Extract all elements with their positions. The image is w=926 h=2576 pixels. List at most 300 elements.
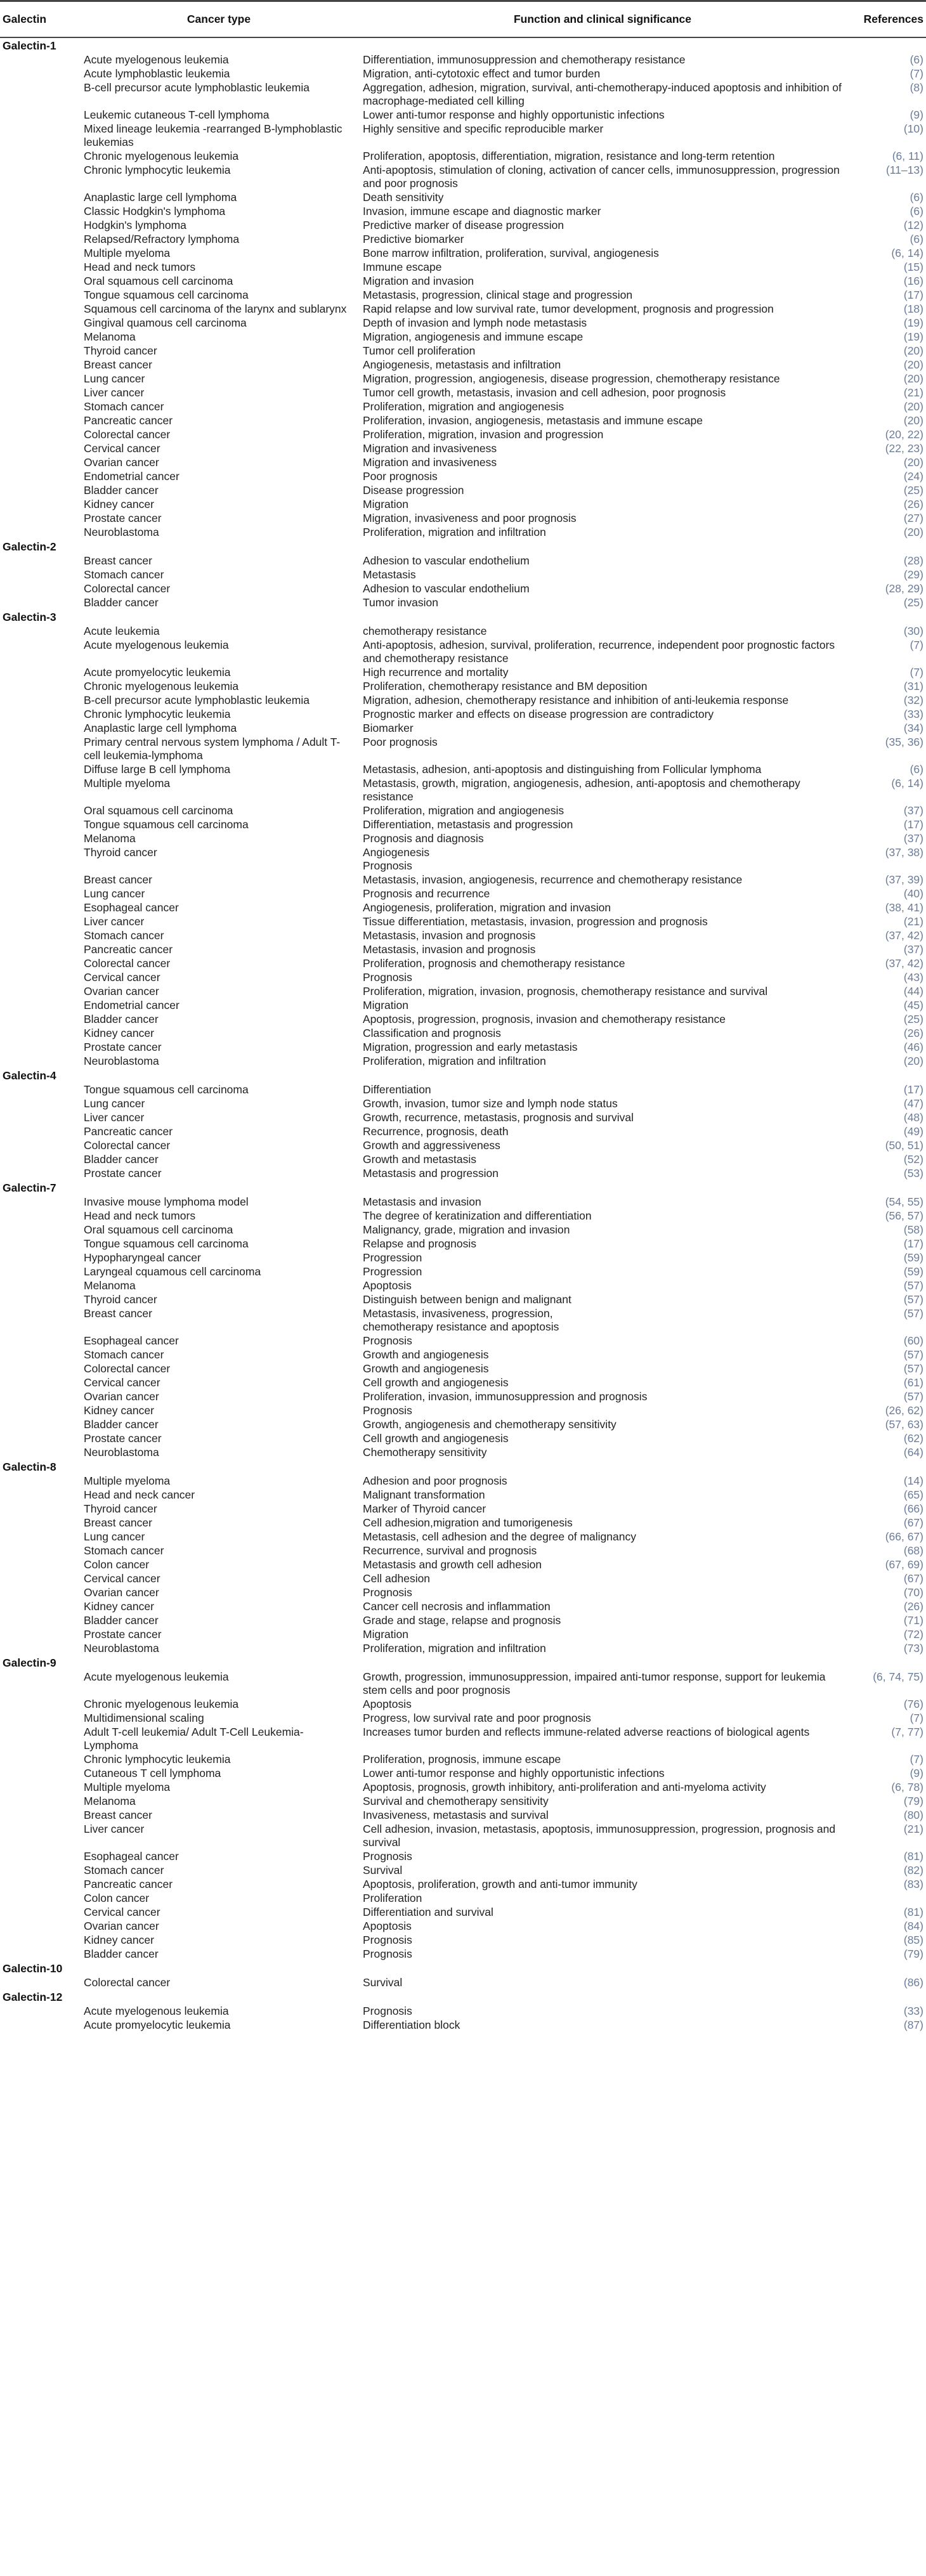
galectin-cell-empty bbox=[0, 1223, 79, 1237]
cancer-type-cell: Tongue squamous cell carcinoma bbox=[84, 1083, 249, 1096]
cancer-type-cell: Acute myelogenous leukemia bbox=[84, 53, 229, 66]
function-cell: Metastasis and growth cell adhesion bbox=[363, 1558, 542, 1571]
galectin-cell-empty bbox=[0, 1278, 79, 1292]
galectin-cell-empty bbox=[0, 817, 79, 831]
function-cell: Migration bbox=[363, 498, 408, 511]
table-row bbox=[0, 441, 926, 455]
table-row bbox=[0, 970, 926, 984]
function-cell: Migration, angiogenesis and immune escape bbox=[363, 330, 584, 343]
function-cell: Marker of Thyroid cancer bbox=[363, 1502, 486, 1515]
reference-cell: (58) bbox=[903, 1223, 923, 1236]
function-cell: Differentiation block bbox=[363, 2019, 460, 2031]
reference-cell: (54, 55) bbox=[885, 1195, 923, 1208]
cancer-type-cell: Breast cancer bbox=[84, 358, 152, 371]
function-cell: Prognosis bbox=[363, 1934, 412, 1946]
reference-cell: (7) bbox=[910, 1712, 923, 1724]
galectin-cell-empty bbox=[0, 400, 79, 413]
table-row bbox=[0, 122, 926, 149]
table-row bbox=[0, 1571, 926, 1585]
galectin-cell-empty bbox=[0, 1054, 79, 1068]
reference-cell: (17) bbox=[903, 818, 923, 831]
cancer-type-cell: Endometrial cancer bbox=[84, 470, 179, 483]
reference-cell: (40) bbox=[903, 887, 923, 900]
galectin-cell-empty bbox=[0, 511, 79, 525]
galectin-cell-empty bbox=[0, 1403, 79, 1417]
function-cell: Anti-apoptosis, stimulation of cloning, activation of cancer cells, immunosuppression, progression and poor prognosis bbox=[363, 164, 840, 190]
galectin-cell-empty bbox=[0, 1822, 79, 1849]
function-cell: Increases tumor burden and reflects immune-related adverse reactions of biological agents bbox=[363, 1726, 810, 1738]
table-row bbox=[0, 1558, 926, 1571]
function-cell: Disease progression bbox=[363, 484, 464, 497]
cancer-type-cell: Stomach cancer bbox=[84, 1544, 164, 1557]
function-cell: Migration bbox=[363, 1628, 408, 1641]
function-cell: Adhesion to vascular endothelium bbox=[363, 582, 530, 595]
function-cell: Growth and angiogenesis bbox=[363, 1362, 489, 1375]
galectin-cell-empty bbox=[0, 914, 79, 928]
cancer-type-cell: Classic Hodgkin's lymphoma bbox=[84, 205, 226, 218]
galectin-cell-empty bbox=[0, 1697, 79, 1711]
function-cell: Migration, progression and early metastasis bbox=[363, 1041, 578, 1053]
cancer-type-cell: Liver cancer bbox=[84, 915, 145, 928]
cancer-type-cell: Pancreatic cancer bbox=[84, 943, 173, 956]
function-cell: Angiogenesis, metastasis and infiltration bbox=[363, 358, 561, 371]
function-cell: Poor prognosis bbox=[363, 470, 438, 483]
cancer-type-cell: Colorectal cancer bbox=[84, 428, 171, 441]
cancer-type-cell: Thyroid cancer bbox=[84, 846, 157, 859]
galectin-cell-empty bbox=[0, 1195, 79, 1209]
table-row bbox=[0, 455, 926, 469]
reference-cell: (33) bbox=[903, 2005, 923, 2017]
table-row bbox=[0, 1054, 926, 1068]
function-cell: Adhesion to vascular endothelium bbox=[363, 554, 530, 567]
cancer-type-cell: Liver cancer bbox=[84, 1111, 145, 1124]
cancer-type-cell: Stomach cancer bbox=[84, 1348, 164, 1361]
galectin-cell-empty bbox=[0, 582, 79, 595]
table-row bbox=[0, 1278, 926, 1292]
function-cell: Proliferation, migration and infiltration bbox=[363, 1055, 546, 1067]
function-cell: Invasiveness, metastasis and survival bbox=[363, 1809, 549, 1821]
cancer-type-cell: Hodgkin's lymphoma bbox=[84, 219, 186, 231]
function-cell: Recurrence, survival and prognosis bbox=[363, 1544, 537, 1557]
function-cell: Growth and angiogenesis bbox=[363, 1348, 489, 1361]
table-row bbox=[0, 218, 926, 232]
table-row bbox=[0, 1110, 926, 1124]
galectin-cell-empty bbox=[0, 1124, 79, 1138]
function-cell: Metastasis, invasion and prognosis bbox=[363, 929, 536, 942]
galectin-cell-empty bbox=[0, 1445, 79, 1459]
function-cell: Apoptosis, prognosis, growth inhibitory, anti-proliferation and anti-myeloma activity bbox=[363, 1781, 766, 1793]
function-cell: Growth, invasion, tumor size and lymph node status bbox=[363, 1097, 618, 1110]
table-row bbox=[0, 274, 926, 288]
table-row bbox=[0, 358, 926, 372]
reference-cell: (44) bbox=[903, 985, 923, 998]
table-row bbox=[0, 568, 926, 582]
table-row bbox=[0, 1265, 926, 1278]
table-row bbox=[0, 1849, 926, 1863]
reference-cell: (83) bbox=[903, 1878, 923, 1890]
galectin-name: Galectin-1 bbox=[3, 39, 56, 52]
cancer-type-cell: Head and neck cancer bbox=[84, 1488, 195, 1501]
galectin-name: Galectin-12 bbox=[3, 1991, 63, 2003]
galectin-cell-empty bbox=[0, 1725, 79, 1752]
cancer-type-cell: Cervical cancer bbox=[84, 442, 160, 455]
cancer-type-cell: Breast cancer bbox=[84, 1516, 152, 1529]
cancer-type-cell: Invasive mouse lymphoma model bbox=[84, 1195, 249, 1208]
function-cell: Metastasis, adhesion, anti-apoptosis and distinguishing from Follicular lymphoma bbox=[363, 763, 762, 776]
table-row bbox=[0, 721, 926, 735]
reference-cell: (18) bbox=[903, 302, 923, 315]
galectin-cell-empty bbox=[0, 1863, 79, 1877]
galectin-cell-empty bbox=[0, 1152, 79, 1166]
reference-cell: (57, 63) bbox=[885, 1418, 923, 1431]
function-cell: Progression bbox=[363, 1251, 422, 1264]
header-row bbox=[0, 1, 926, 38]
function-cell: Tissue differentiation, metastasis, invasion, progression and prognosis bbox=[363, 915, 708, 928]
reference-cell: (56, 57) bbox=[885, 1209, 923, 1222]
table-row bbox=[0, 163, 926, 190]
cancer-type-cell: Colorectal cancer bbox=[84, 1139, 171, 1152]
cancer-type-cell: Bladder cancer bbox=[84, 1948, 159, 1960]
reference-cell: (79) bbox=[903, 1948, 923, 1960]
table-row bbox=[0, 1530, 926, 1544]
reference-cell bbox=[846, 1891, 926, 1905]
galectin-cell-empty bbox=[0, 1265, 79, 1278]
galectin-cell-empty bbox=[0, 53, 79, 67]
reference-cell: (79) bbox=[903, 1795, 923, 1807]
function-cell: Cell growth and angiogenesis bbox=[363, 1376, 509, 1389]
table-row bbox=[0, 469, 926, 483]
function-cell: Poor prognosis bbox=[363, 736, 438, 748]
table-row bbox=[0, 845, 926, 873]
galectin-cell-empty bbox=[0, 1389, 79, 1403]
function-cell: Migration and invasion bbox=[363, 275, 474, 287]
cancer-type-cell: Chronic lymphocytic leukemia bbox=[84, 164, 231, 176]
table-row bbox=[0, 1822, 926, 1849]
function-cell: Metastasis, growth, migration, angiogenesis, adhesion, anti-apoptosis and chemotherapy resistance bbox=[363, 777, 800, 803]
galectin-cell-empty bbox=[0, 1558, 79, 1571]
galectin-cell-empty bbox=[0, 1334, 79, 1348]
reference-cell: (37, 42) bbox=[885, 957, 923, 970]
table-row bbox=[0, 1919, 926, 1933]
function-cell: Classification and prognosis bbox=[363, 1027, 501, 1039]
function-cell: Prognosis and recurrence bbox=[363, 887, 490, 900]
cancer-type-cell: Cervical cancer bbox=[84, 971, 160, 984]
galectin-cell-empty bbox=[0, 274, 79, 288]
reference-cell: (15) bbox=[903, 261, 923, 273]
function-cell: Proliferation bbox=[363, 1892, 422, 1904]
header-cancer-type: Cancer type bbox=[79, 1, 359, 38]
galectin-cell-empty bbox=[0, 735, 79, 762]
function-cell: Chemotherapy sensitivity bbox=[363, 1446, 487, 1459]
table-row bbox=[0, 1891, 926, 1905]
table-row bbox=[0, 1585, 926, 1599]
table-row bbox=[0, 1417, 926, 1431]
cancer-type-cell: Prostate cancer bbox=[84, 1628, 162, 1641]
cancer-type-cell: Ovarian cancer bbox=[84, 1586, 159, 1599]
galectin-cell-empty bbox=[0, 1502, 79, 1516]
function-cell: Rapid relapse and low survival rate, tumor development, prognosis and progression bbox=[363, 302, 774, 315]
reference-cell: (59) bbox=[903, 1251, 923, 1264]
cancer-type-cell: Stomach cancer bbox=[84, 568, 164, 581]
galectin-cell-empty bbox=[0, 901, 79, 914]
galectin-cell-empty bbox=[0, 1237, 79, 1251]
reference-cell: (6) bbox=[910, 53, 923, 66]
cancer-type-cell: Leukemic cutaneous T-cell lymphoma bbox=[84, 108, 270, 121]
function-cell: Migration and invasiveness bbox=[363, 442, 497, 455]
reference-cell: (26) bbox=[903, 1600, 923, 1613]
cancer-type-cell: B-cell precursor acute lymphoblastic leukemia bbox=[84, 81, 310, 94]
reference-cell: (7, 77) bbox=[891, 1726, 923, 1738]
galectin-cell-empty bbox=[0, 1530, 79, 1544]
reference-cell: (57) bbox=[903, 1348, 923, 1361]
cancer-type-cell: Multiple myeloma bbox=[84, 777, 171, 790]
galectin-cell-empty bbox=[0, 232, 79, 246]
reference-cell: (57) bbox=[903, 1362, 923, 1375]
galectin-cell-empty bbox=[0, 942, 79, 956]
cancer-type-cell: Bladder cancer bbox=[84, 1013, 159, 1025]
function-cell: Prognosis bbox=[363, 1850, 412, 1863]
cancer-type-cell: Breast cancer bbox=[84, 554, 152, 567]
galectin-cell-empty bbox=[0, 1040, 79, 1054]
table-row bbox=[0, 1292, 926, 1306]
cancer-type-cell: Cervical cancer bbox=[84, 1376, 160, 1389]
table-row bbox=[0, 998, 926, 1012]
galectin-cell-empty bbox=[0, 1780, 79, 1794]
function-cell: Predictive biomarker bbox=[363, 233, 464, 245]
reference-cell: (31) bbox=[903, 680, 923, 693]
function-cell: Relapse and prognosis bbox=[363, 1237, 477, 1250]
function-cell: Differentiation and survival bbox=[363, 1906, 493, 1918]
cancer-type-cell: Cervical cancer bbox=[84, 1572, 160, 1585]
galectin-name: Galectin-4 bbox=[3, 1069, 56, 1082]
reference-cell: (57) bbox=[903, 1279, 923, 1292]
table-row bbox=[0, 108, 926, 122]
table-row bbox=[0, 190, 926, 204]
table-row bbox=[0, 1124, 926, 1138]
function-cell: Survival bbox=[363, 1976, 403, 1989]
table-row bbox=[0, 1808, 926, 1822]
function-cell: Angiogenesis Prognosis bbox=[363, 846, 430, 872]
galectin-cell-empty bbox=[0, 1891, 79, 1905]
galectin-cell-empty bbox=[0, 845, 79, 873]
table-row bbox=[0, 1040, 926, 1054]
cancer-type-cell: Adult T-cell leukemia/ Adult T-Cell Leukemia-Lymphoma bbox=[84, 1726, 304, 1752]
reference-cell: (6, 14) bbox=[891, 777, 923, 790]
table-row bbox=[0, 1209, 926, 1223]
table-row bbox=[0, 984, 926, 998]
function-cell: High recurrence and mortality bbox=[363, 666, 509, 679]
function-cell: Malignant transformation bbox=[363, 1488, 485, 1501]
reference-cell: (30) bbox=[903, 625, 923, 637]
group-header-row bbox=[0, 1459, 926, 1474]
table-row bbox=[0, 1445, 926, 1459]
cancer-type-cell: Tongue squamous cell carcinoma bbox=[84, 289, 249, 301]
function-cell: Proliferation, migration, invasion and progression bbox=[363, 428, 604, 441]
function-cell: Biomarker bbox=[363, 722, 414, 734]
reference-cell: (10) bbox=[903, 122, 923, 135]
galectin-cell-empty bbox=[0, 887, 79, 901]
table-row bbox=[0, 2004, 926, 2018]
function-cell: Metastasis and progression bbox=[363, 1167, 499, 1180]
function-cell: Distinguish between benign and malignant bbox=[363, 1293, 571, 1306]
function-cell: Prognosis bbox=[363, 1334, 412, 1347]
table-row bbox=[0, 1599, 926, 1613]
cancer-type-cell: Primary central nervous system lymphoma / Adult T-cell leukemia-lymphoma bbox=[84, 736, 341, 762]
cancer-type-cell: Head and neck tumors bbox=[84, 1209, 196, 1222]
reference-cell: (52) bbox=[903, 1153, 923, 1166]
cancer-type-cell: Thyroid cancer bbox=[84, 1293, 157, 1306]
cancer-type-cell: Hypopharyngeal cancer bbox=[84, 1251, 201, 1264]
header-function: Function and clinical significance bbox=[359, 1, 846, 38]
reference-cell: (87) bbox=[903, 2019, 923, 2031]
table-row bbox=[0, 1223, 926, 1237]
galectin-cell-empty bbox=[0, 803, 79, 817]
galectin-cell-empty bbox=[0, 595, 79, 609]
galectin-cell-empty bbox=[0, 970, 79, 984]
table-row bbox=[0, 735, 926, 762]
galectin-cell-empty bbox=[0, 1849, 79, 1863]
table-row bbox=[0, 1026, 926, 1040]
group-header-row bbox=[0, 1961, 926, 1975]
table-row bbox=[0, 1488, 926, 1502]
cancer-type-cell: Kidney cancer bbox=[84, 1027, 154, 1039]
reference-cell: (32) bbox=[903, 694, 923, 706]
galectin-cell-empty bbox=[0, 568, 79, 582]
table-row bbox=[0, 483, 926, 497]
function-cell: Lower anti-tumor response and highly opportunistic infections bbox=[363, 1767, 665, 1779]
reference-cell: (16) bbox=[903, 275, 923, 287]
reference-cell: (20) bbox=[903, 344, 923, 357]
cancer-type-cell: Neuroblastoma bbox=[84, 1446, 159, 1459]
reference-cell: (66) bbox=[903, 1502, 923, 1515]
reference-cell: (6, 11) bbox=[892, 150, 923, 162]
galectin-cell-empty bbox=[0, 497, 79, 511]
galectin-cell-empty bbox=[0, 1251, 79, 1265]
reference-cell: (24) bbox=[903, 470, 923, 483]
function-cell: Proliferation, prognosis, immune escape bbox=[363, 1753, 561, 1766]
cancer-type-cell: Laryngeal cquamous cell carcinoma bbox=[84, 1265, 261, 1278]
cancer-type-cell: Lung cancer bbox=[84, 1530, 145, 1543]
galectin-cell-empty bbox=[0, 2004, 79, 2018]
cancer-type-cell: Lung cancer bbox=[84, 1097, 145, 1110]
table-row bbox=[0, 665, 926, 679]
galectin-cell-empty bbox=[0, 358, 79, 372]
reference-cell: (25) bbox=[903, 1013, 923, 1025]
table-row bbox=[0, 1752, 926, 1766]
galectin-cell-empty bbox=[0, 1348, 79, 1362]
table-row bbox=[0, 1251, 926, 1265]
reference-cell: (7) bbox=[910, 666, 923, 679]
galectin-cell-empty bbox=[0, 469, 79, 483]
reference-cell: (43) bbox=[903, 971, 923, 984]
table-row bbox=[0, 1306, 926, 1334]
function-cell: Proliferation, invasion, immunosuppression and prognosis bbox=[363, 1390, 648, 1403]
cancer-type-cell: Prostate cancer bbox=[84, 1041, 162, 1053]
galectin-cell-empty bbox=[0, 1905, 79, 1919]
cancer-type-cell: Kidney cancer bbox=[84, 1404, 154, 1417]
reference-cell: (11–13) bbox=[885, 164, 923, 176]
cancer-type-cell: Colorectal cancer bbox=[84, 1976, 171, 1989]
galectin-cell-empty bbox=[0, 1571, 79, 1585]
cancer-type-cell: B-cell precursor acute lymphoblastic leukemia bbox=[84, 694, 310, 706]
galectin-cell-empty bbox=[0, 1488, 79, 1502]
reference-cell: (22, 23) bbox=[885, 442, 923, 455]
cancer-type-cell: Tongue squamous cell carcinoma bbox=[84, 818, 249, 831]
reference-cell: (21) bbox=[903, 1823, 923, 1835]
table-row bbox=[0, 149, 926, 163]
table-row bbox=[0, 595, 926, 609]
table-row bbox=[0, 511, 926, 525]
function-cell: Cell adhesion bbox=[363, 1572, 431, 1585]
function-cell: Lower anti-tumor response and highly opportunistic infections bbox=[363, 108, 665, 121]
galectin-cell-empty bbox=[0, 1012, 79, 1026]
cancer-type-cell: Pancreatic cancer bbox=[84, 1878, 173, 1890]
reference-cell: (25) bbox=[903, 596, 923, 609]
cancer-type-cell: Melanoma bbox=[84, 1795, 136, 1807]
cancer-type-cell: Kidney cancer bbox=[84, 1934, 154, 1946]
function-cell: Invasion, immune escape and diagnostic marker bbox=[363, 205, 601, 218]
reference-cell: (37) bbox=[903, 832, 923, 845]
cancer-type-cell: Colorectal cancer bbox=[84, 957, 171, 970]
reference-cell: (29) bbox=[903, 568, 923, 581]
reference-cell: (6) bbox=[910, 191, 923, 204]
galectin-cell-empty bbox=[0, 1670, 79, 1697]
reference-cell: (67) bbox=[903, 1516, 923, 1529]
galectin-cell-empty bbox=[0, 149, 79, 163]
function-cell: Migration, invasiveness and poor prognosis bbox=[363, 512, 577, 524]
function-cell: Metastasis and invasion bbox=[363, 1195, 481, 1208]
reference-cell: (26, 62) bbox=[885, 1404, 923, 1417]
cancer-type-cell: Acute myelogenous leukemia bbox=[84, 2005, 229, 2017]
reference-cell: (47) bbox=[903, 1097, 923, 1110]
function-cell: Malignancy, grade, migration and invasion bbox=[363, 1223, 570, 1236]
table-row bbox=[0, 316, 926, 330]
cancer-type-cell: Thyroid cancer bbox=[84, 344, 157, 357]
table-row bbox=[0, 1195, 926, 1209]
cancer-type-cell: Kidney cancer bbox=[84, 1600, 154, 1613]
cancer-type-cell: Cutaneous T cell lymphoma bbox=[84, 1767, 221, 1779]
galectin-cell-empty bbox=[0, 525, 79, 539]
function-cell: Cell growth and angiogenesis bbox=[363, 1432, 509, 1445]
function-cell: Migration bbox=[363, 999, 408, 1012]
reference-cell: (20) bbox=[903, 414, 923, 427]
galectin-cell-empty bbox=[0, 1166, 79, 1180]
reference-cell: (76) bbox=[903, 1698, 923, 1710]
galectin-cell-empty bbox=[0, 1083, 79, 1096]
function-cell: Apoptosis bbox=[363, 1698, 412, 1710]
table-row bbox=[0, 1389, 926, 1403]
cancer-type-cell: Acute myelogenous leukemia bbox=[84, 639, 229, 651]
header-references: References bbox=[846, 1, 926, 38]
function-cell: Proliferation, migration and infiltration bbox=[363, 526, 546, 538]
function-cell: Death sensitivity bbox=[363, 191, 444, 204]
group-header-row bbox=[0, 539, 926, 554]
galectin-cell-empty bbox=[0, 693, 79, 707]
reference-cell: (37, 38) bbox=[885, 846, 923, 859]
cancer-type-cell: Chronic lymphocytic leukemia bbox=[84, 1753, 231, 1766]
table-row bbox=[0, 638, 926, 665]
function-cell: Prognostic marker and effects on disease progression are contradictory bbox=[363, 708, 714, 720]
galectin-cell-empty bbox=[0, 1417, 79, 1431]
reference-cell: (37, 39) bbox=[885, 873, 923, 886]
galectin-cell-empty bbox=[0, 108, 79, 122]
function-cell: Tumor cell growth, metastasis, invasion and cell adhesion, poor prognosis bbox=[363, 386, 726, 399]
reference-cell: (72) bbox=[903, 1628, 923, 1641]
reference-cell: (7) bbox=[910, 639, 923, 651]
function-cell: Predictive marker of disease progression bbox=[363, 219, 564, 231]
galectin-cell-empty bbox=[0, 81, 79, 108]
function-cell: Angiogenesis, proliferation, migration and invasion bbox=[363, 901, 611, 914]
